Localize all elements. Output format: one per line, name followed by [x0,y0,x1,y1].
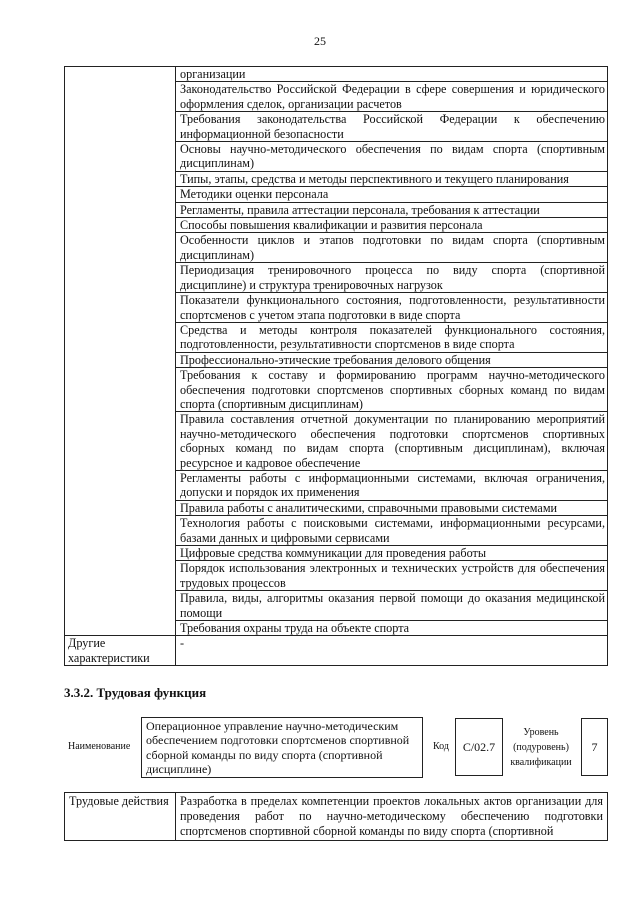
knowledge-item: Технология работы с поисковыми системами, информационными ресурсами, базами данных и цифровыми сервисами [176,516,608,546]
labor-actions-text: Разработка в пределах компетенции проектов локальных актов организации для проведения работ по научно-методическому обеспечению подготовки спортсменов спортивной сборной команды по виду спорта (спортивной [176,793,608,841]
knowledge-item: Показатели функционального состояния, подготовленности, результативности спортсменов с учетом этапа подготовки в виде спорта [176,293,608,323]
code-label: Код [433,741,449,752]
knowledge-item: организации [176,67,608,82]
knowledge-item: Правила составления отчетной документации по планированию мероприятий научно-методического обеспечения подготовки спортсменов спортивных сборных команд по видам спорта (спортивным дисциплинам), включая ресурсное и кадровое обеспечение [176,412,608,471]
page-number: 25 [314,34,326,48]
knowledge-item: Требования законодательства Российской Федерации к обеспечению информационной безопасности [176,112,608,142]
knowledge-item: Требования к составу и формированию программ научно-методического обеспечения подготовки спортсменов спортивных сборных команд по видам спорта (спортивным дисциплинам) [176,368,608,412]
qualification-level-label: Уровень (подуровень) квалификации [510,727,572,768]
table-row [65,636,608,666]
knowledge-item: Правила, виды, алгоритмы оказания первой помощи до оказания медицинской помощи [176,591,608,621]
knowledge-item: Методики оценки персонала [176,187,608,202]
other-characteristics-value: - [176,636,608,666]
section-title: 3.3.2. Трудовая функция [64,685,207,700]
other-characteristics-label: Другие характеристики [65,636,176,666]
knowledge-item: Регламенты, правила аттестации персонала, требования к аттестации [176,202,608,217]
table-row [65,67,608,82]
knowledge-item: Законодательство Российской Федерации в сфере совершения и юридического оформления сделок, организации расчетов [176,82,608,112]
qualification-level-box: 7 [581,718,608,776]
knowledge-item: Особенности циклов и этапов подготовки по видам спорта (спортивным дисциплинам) [176,233,608,263]
function-name-box: Операционное управление научно-методическим обеспечением подготовки спортсменов спортивной сборной команды по виду спорта (спортивной дисциплине) [141,717,423,778]
knowledge-item: Типы, этапы, средства и методы перспективного и текущего планирования [176,171,608,186]
knowledge-item: Основы научно-методического обеспечения по видам спорта (спортивным дисциплинам) [176,142,608,172]
knowledge-item: Средства и методы контроля показателей функционального состояния, подготовленности, результативности спортсменов в виде спорта [176,322,608,352]
knowledge-item: Способы повышения квалификации и развития персонала [176,218,608,233]
labor-actions-label: Трудовые действия [65,793,176,841]
function-code-box: C/02.7 [455,718,503,776]
knowledge-item: Порядок использования электронных и технических устройств для обеспечения трудовых процессов [176,561,608,591]
table-row [65,793,608,841]
knowledge-item: Требования охраны труда на объекте спорта [176,621,608,636]
knowledge-item: Регламенты работы с информационными системами, включая ограничения, допуски и порядок их применения [176,470,608,500]
knowledge-table [64,66,608,666]
knowledge-item: Правила работы с аналитическими, справочными правовыми системами [176,500,608,515]
knowledge-item: Периодизация тренировочного процесса по виду спорта (спортивной дисциплине) и структура тренировочных нагрузок [176,263,608,293]
knowledge-item: Профессионально-этические требования делового общения [176,352,608,367]
name-label: Наименование [68,741,131,752]
labor-actions-table [64,792,608,841]
knowledge-label-cell [65,67,176,636]
knowledge-item: Цифровые средства коммуникации для проведения работы [176,546,608,561]
